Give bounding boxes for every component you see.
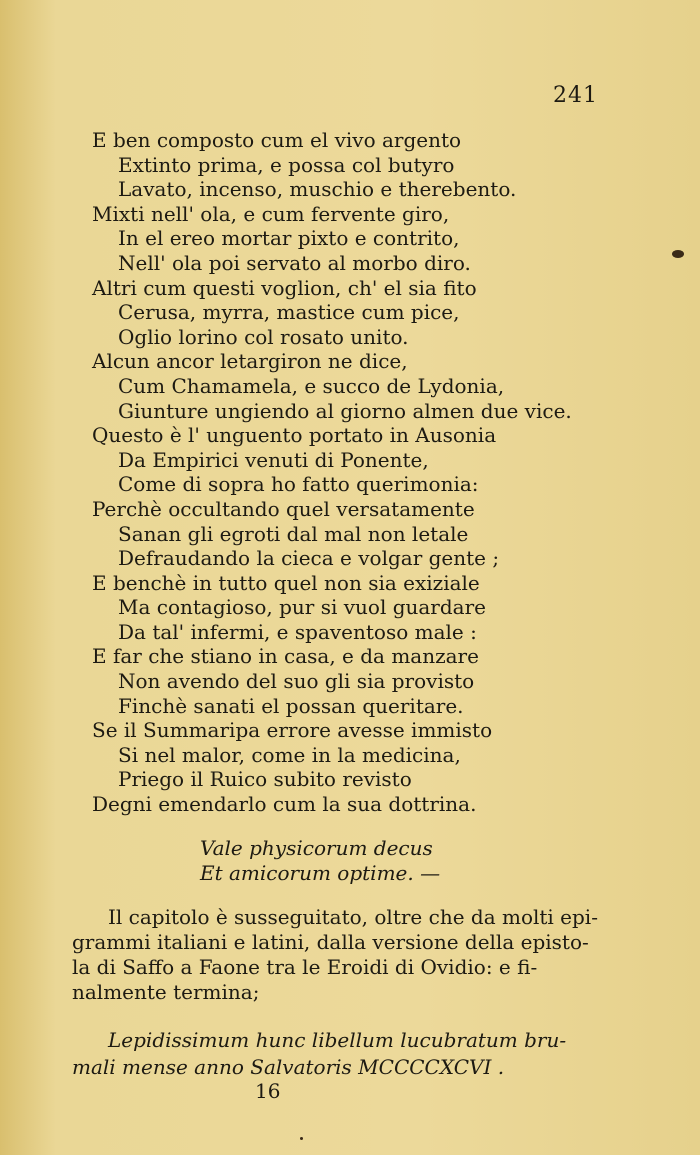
colophon [72, 1027, 632, 1081]
poem-line: Giunture ungiendo al giorno almen due vice. [118, 398, 572, 423]
poem-line: In el ereo mortar pixto e contrito, [118, 226, 460, 251]
ink-speck [300, 1137, 303, 1140]
ink-speck [672, 250, 684, 258]
poem-line: Si nel malor, come in la medicina, [118, 742, 461, 767]
poem-line: Alcun ancor letargiron ne dice, [92, 349, 408, 374]
poem-line: Perchè occultando quel versatamente [92, 496, 475, 521]
poem-line: Mixti nell' ola, e cum fervente giro, [92, 201, 450, 226]
prose-line: nalmente termina; [72, 980, 260, 1004]
signature-mark: 16 [255, 1079, 281, 1103]
poem-line: Non avendo del suo gli sia provisto [118, 669, 475, 694]
poem-line: Da tal' infermi, e spaventoso male : [118, 619, 477, 644]
poem-line: Altri cum questi voglion, ch' el sia fito [92, 275, 477, 300]
page-number: 241 [553, 83, 598, 108]
poem-line: Sanan gli egroti dal mal non letale [118, 521, 469, 546]
poem-line: Lavato, incenso, muschio e therebento. [118, 177, 517, 202]
colophon-line: Lepidissimum hunc libellum lucubratum bru- [108, 1028, 567, 1052]
prose-line: grammi italiani e latini, dalla versione della episto- [72, 930, 589, 954]
poem-line: E ben composto cum el vivo argento [92, 128, 462, 152]
poem-line: Da Empirici venuti di Ponente, [118, 447, 429, 472]
poem-line: Defraudando la cieca e volgar gente ; [118, 546, 500, 571]
poem-text [92, 128, 652, 817]
poem-line: Nell' ola poi servato al morbo diro. [118, 250, 471, 275]
prose-line: Il capitolo è susseguitato, oltre che da molti epi- [108, 905, 598, 929]
valediction [200, 836, 520, 886]
poem-line: Questo è l' unguento portato in Ausonia [92, 423, 497, 448]
poem-line: Extinto prima, e possa col butyro [118, 152, 455, 177]
poem-line: Oglio lorino col rosato unito. [118, 324, 409, 349]
poem-line: Cerusa, myrra, mastice cum pice, [118, 300, 460, 325]
prose-paragraph [72, 905, 612, 1005]
valediction-line: Et amicorum optime. — [200, 861, 441, 885]
poem-line: E benchè in tutto quel non sia exiziale [92, 570, 480, 595]
valediction-line: Vale physicorum decus [200, 836, 433, 860]
poem-line: Ma contagioso, pur si vuol guardare [118, 595, 486, 620]
poem-line: Priego il Ruico subito revisto [118, 767, 412, 792]
poem-line: E far che stiano in casa, e da manzare [92, 644, 479, 669]
poem-line: Degni emendarlo cum la sua dottrina. [92, 792, 477, 817]
poem-line: Se il Summaripa errore avesse immisto [92, 718, 493, 743]
poem-line: Finchè sanati el possan queritare. [118, 693, 464, 718]
poem-line: Come di sopra ho fatto querimonia: [118, 472, 479, 497]
colophon-line: mali mense anno Salvatoris MCCCCXCVI . [72, 1055, 505, 1079]
prose-line: la di Saffo a Faone tra le Eroidi di Ovidio: e fi- [72, 955, 538, 979]
poem-line: Cum Chamamela, e succo de Lydonia, [118, 373, 505, 398]
